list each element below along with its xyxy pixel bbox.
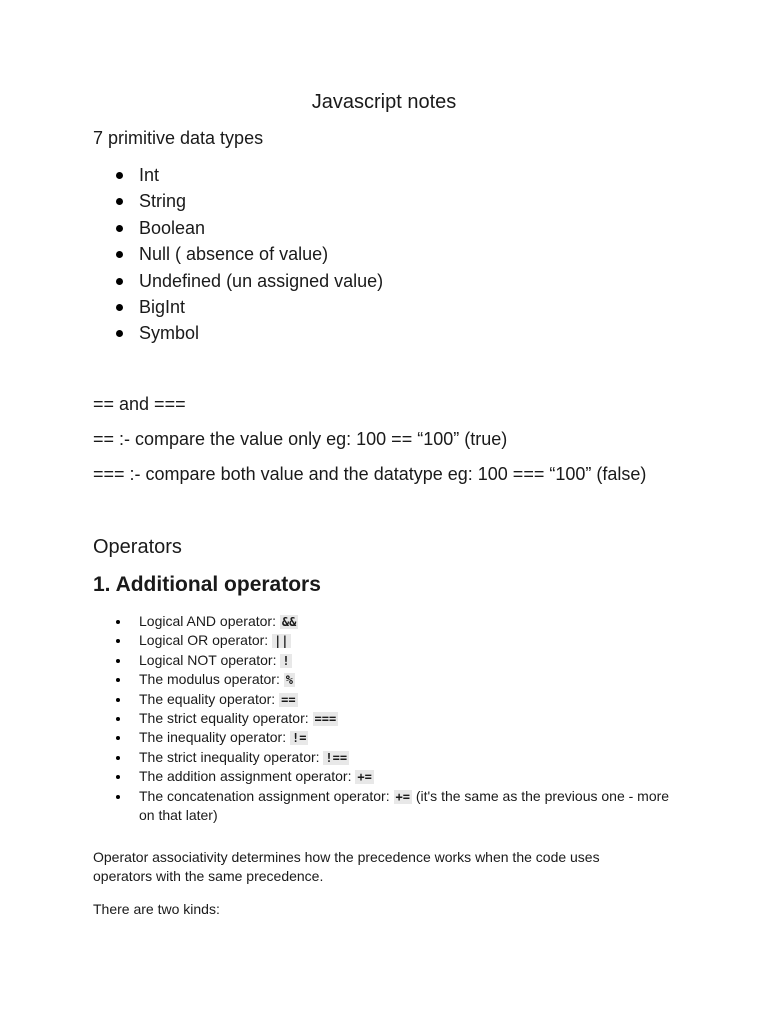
data-types-list bbox=[113, 162, 383, 347]
operator-code: || bbox=[274, 634, 289, 649]
document-title: Javascript notes bbox=[311, 91, 457, 113]
list-item bbox=[113, 748, 673, 767]
section-title: Operators bbox=[93, 536, 182, 558]
operator-code: !== bbox=[325, 750, 348, 765]
operators-list bbox=[113, 612, 673, 824]
operator-code: && bbox=[281, 615, 297, 629]
list-item bbox=[113, 651, 673, 670]
list-item: Int bbox=[113, 162, 383, 188]
list-item: String bbox=[113, 188, 383, 214]
list-item bbox=[113, 631, 673, 650]
operator-code: += bbox=[357, 770, 372, 785]
operator-label: Logical OR operator: bbox=[139, 632, 273, 649]
primitive-types-heading: 7 primitive data types bbox=[93, 128, 264, 148]
list-item: Boolean bbox=[113, 215, 383, 241]
kinds-paragraph: There are two kinds: bbox=[93, 901, 220, 917]
list-item bbox=[113, 728, 673, 747]
operator-label: The addition assignment operator: bbox=[139, 768, 356, 785]
list-item bbox=[113, 787, 673, 825]
double-equals-line: == :- compare the value only eg: 100 == “100” (true) bbox=[93, 429, 508, 449]
section-heading: 1. Additional operators bbox=[93, 573, 321, 596]
operator-code: ! bbox=[282, 653, 290, 668]
operator-label: The equality operator: bbox=[139, 690, 280, 707]
operator-label: The concatenation assignment operator: bbox=[139, 787, 394, 804]
list-item bbox=[113, 767, 673, 786]
list-item: Symbol bbox=[113, 320, 383, 346]
operator-code: == bbox=[281, 692, 296, 707]
list-item: BigInt bbox=[113, 294, 383, 320]
operator-label: The strict inequality operator: bbox=[139, 748, 324, 765]
associativity-paragraph: Operator associativity determines how the precedence works when the code uses operators with the same precedence. bbox=[93, 849, 600, 884]
operator-note: (it's the same as the previous one - more on that later) bbox=[139, 787, 670, 824]
operator-code: != bbox=[291, 731, 307, 746]
operator-code: % bbox=[285, 673, 293, 688]
triple-equals-line: === :- compare both value and the datatype eg: 100 === “100” (false) bbox=[93, 464, 647, 484]
list-item bbox=[113, 709, 673, 728]
operator-label: The modulus operator: bbox=[139, 671, 284, 688]
list-item: Undefined (un assigned value) bbox=[113, 268, 383, 294]
operator-label: Logical AND operator: bbox=[139, 613, 280, 629]
operator-label: Logical NOT operator: bbox=[139, 651, 281, 668]
list-item bbox=[113, 690, 673, 709]
operator-label: The strict equality operator: bbox=[139, 710, 313, 727]
equality-heading: == and === bbox=[93, 394, 186, 414]
list-item bbox=[113, 670, 673, 689]
list-item bbox=[113, 612, 673, 631]
list-item: Null ( absence of value) bbox=[113, 241, 383, 267]
operator-label: The inequality operator: bbox=[139, 729, 290, 746]
operator-code: += bbox=[395, 789, 410, 804]
operator-code: === bbox=[314, 712, 337, 727]
